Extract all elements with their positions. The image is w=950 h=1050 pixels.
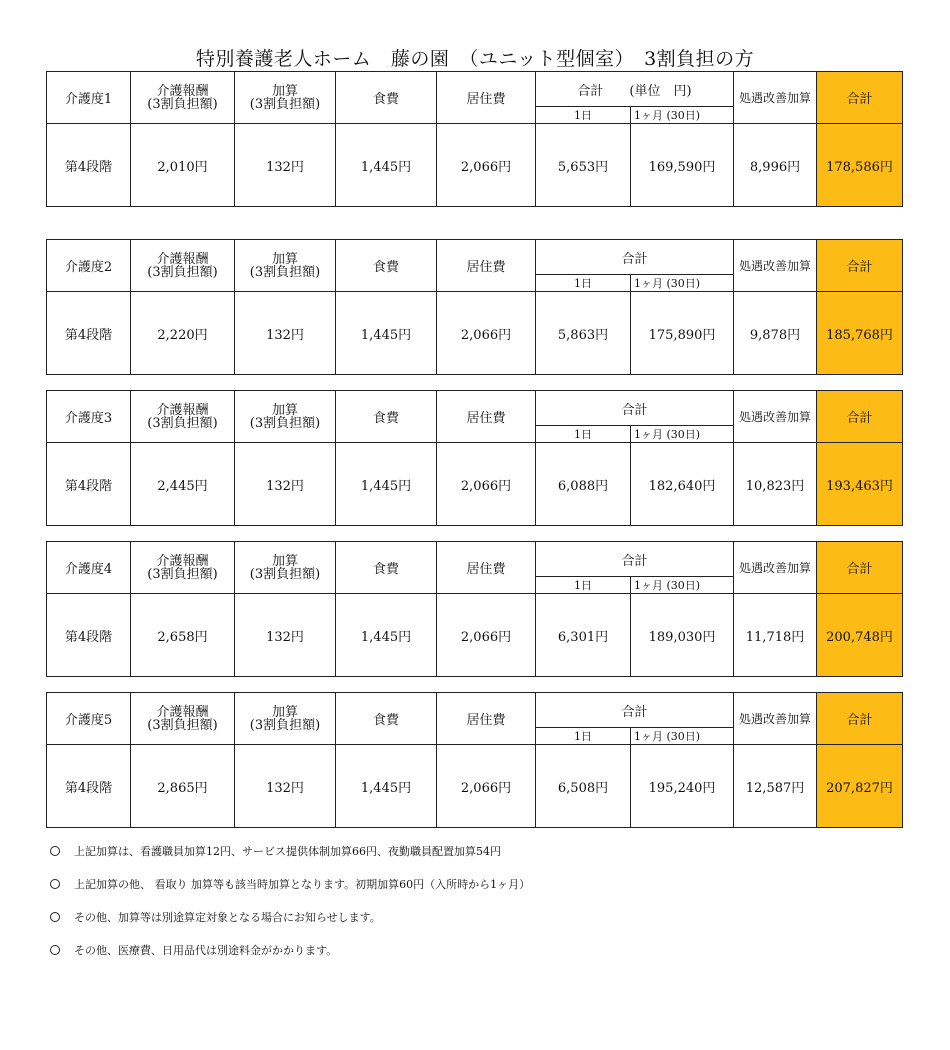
day-subheader: 1日 — [536, 577, 631, 594]
addition-header: 加算 (3割負担額) — [235, 391, 336, 443]
care-fee-header: 介護報酬 (3割負担額) — [131, 693, 235, 745]
sum-header: 合計 — [536, 391, 734, 426]
sum-header: 合計 — [536, 542, 734, 577]
addition-cell: 132円 — [235, 443, 336, 526]
care-level-label: 介護度4 — [47, 542, 131, 594]
care-level-label: 介護度1 — [47, 72, 131, 124]
housing-header: 居住費 — [437, 693, 536, 745]
month-total-cell: 189,030円 — [631, 594, 734, 677]
day-subheader: 1日 — [536, 728, 631, 745]
treatment-cell: 9,878円 — [734, 292, 817, 375]
circle-bullet-icon — [50, 945, 60, 955]
total-header: 合計 — [817, 240, 903, 292]
treatment-cell: 10,823円 — [734, 443, 817, 526]
care-fee-header: 介護報酬 (3割負担額) — [131, 240, 235, 292]
housing-cell: 2,066円 — [437, 292, 536, 375]
month-subheader: 1ヶ月 (30日) — [631, 275, 734, 292]
day-total-cell: 6,508円 — [536, 745, 631, 828]
care-level-label: 介護度2 — [47, 240, 131, 292]
stage-cell: 第4段階 — [47, 745, 131, 828]
total-header: 合計 — [817, 693, 903, 745]
month-subheader: 1ヶ月 (30日) — [631, 728, 734, 745]
housing-cell: 2,066円 — [437, 745, 536, 828]
treatment-header: 処遇改善加算 — [734, 391, 817, 443]
month-total-cell: 169,590円 — [631, 124, 734, 207]
month-subheader: 1ヶ月 (30日) — [631, 426, 734, 443]
note-item — [48, 910, 530, 943]
housing-header: 居住費 — [437, 542, 536, 594]
day-total-cell: 6,088円 — [536, 443, 631, 526]
housing-header: 居住費 — [437, 391, 536, 443]
day-total-cell: 6,301円 — [536, 594, 631, 677]
food-header: 食費 — [336, 542, 437, 594]
stage-cell: 第4段階 — [47, 292, 131, 375]
addition-cell: 132円 — [235, 745, 336, 828]
care-fee-cell: 2,658円 — [131, 594, 235, 677]
treatment-header: 処遇改善加算 — [734, 72, 817, 124]
care-fee-cell: 2,010円 — [131, 124, 235, 207]
housing-header: 居住費 — [437, 72, 536, 124]
addition-header: 加算 (3割負担額) — [235, 72, 336, 124]
treatment-cell: 11,718円 — [734, 594, 817, 677]
care-fee-header: 介護報酬 (3割負担額) — [131, 72, 235, 124]
addition-cell: 132円 — [235, 292, 336, 375]
food-cell: 1,445円 — [336, 745, 437, 828]
day-subheader: 1日 — [536, 275, 631, 292]
circle-bullet-icon — [50, 846, 60, 856]
day-total-cell: 5,653円 — [536, 124, 631, 207]
housing-cell: 2,066円 — [437, 124, 536, 207]
total-header: 合計 — [817, 391, 903, 443]
grand-total-cell: 200,748円 — [817, 594, 903, 677]
note-text: 上記加算の他、 看取り 加算等も該当時加算となります。初期加算60円（入所時から1ヶ月） — [74, 878, 531, 891]
circle-bullet-icon — [50, 912, 60, 922]
care-fee-cell: 2,865円 — [131, 745, 235, 828]
grand-total-cell: 185,768円 — [817, 292, 903, 375]
food-cell: 1,445円 — [336, 443, 437, 526]
stage-cell: 第4段階 — [47, 594, 131, 677]
stage-cell: 第4段階 — [47, 124, 131, 207]
food-header: 食費 — [336, 240, 437, 292]
treatment-header: 処遇改善加算 — [734, 542, 817, 594]
care-fee-header: 介護報酬 (3割負担額) — [131, 391, 235, 443]
fee-table-level-5 — [46, 692, 903, 828]
fee-table-level-2 — [46, 239, 903, 375]
sum-header: 合計 (単位 円) — [536, 72, 734, 107]
addition-cell: 132円 — [235, 124, 336, 207]
food-header: 食費 — [336, 693, 437, 745]
care-fee-header: 介護報酬 (3割負担額) — [131, 542, 235, 594]
grand-total-cell: 178,586円 — [817, 124, 903, 207]
note-item — [48, 877, 530, 910]
notes-list — [48, 844, 530, 976]
day-total-cell: 5,863円 — [536, 292, 631, 375]
total-header: 合計 — [817, 72, 903, 124]
addition-header: 加算 (3割負担額) — [235, 240, 336, 292]
month-total-cell: 175,890円 — [631, 292, 734, 375]
fee-table-level-1 — [46, 71, 903, 207]
sum-header: 合計 — [536, 693, 734, 728]
stage-cell: 第4段階 — [47, 443, 131, 526]
food-header: 食費 — [336, 72, 437, 124]
month-subheader: 1ヶ月 (30日) — [631, 107, 734, 124]
page-title: 特別養護老人ホーム 藤の園 （ユニット型個室） 3割負担の方 — [195, 48, 755, 70]
grand-total-cell: 193,463円 — [817, 443, 903, 526]
month-subheader: 1ヶ月 (30日) — [631, 577, 734, 594]
housing-header: 居住費 — [437, 240, 536, 292]
day-subheader: 1日 — [536, 107, 631, 124]
grand-total-cell: 207,827円 — [817, 745, 903, 828]
month-total-cell: 195,240円 — [631, 745, 734, 828]
fee-table-level-4 — [46, 541, 903, 677]
note-text: その他、加算等は別途算定対象となる場合にお知らせします。 — [74, 911, 381, 924]
addition-header: 加算 (3割負担額) — [235, 542, 336, 594]
note-item — [48, 844, 530, 877]
care-level-label: 介護度5 — [47, 693, 131, 745]
note-item — [48, 943, 530, 976]
housing-cell: 2,066円 — [437, 443, 536, 526]
care-fee-cell: 2,220円 — [131, 292, 235, 375]
fee-table-level-3 — [46, 390, 903, 526]
addition-header: 加算 (3割負担額) — [235, 693, 336, 745]
food-cell: 1,445円 — [336, 124, 437, 207]
total-header: 合計 — [817, 542, 903, 594]
note-text: 上記加算は、看護職員加算12円、サービス提供体制加算66円、夜勤職員配置加算54円 — [74, 845, 501, 858]
circle-bullet-icon — [50, 879, 60, 889]
day-subheader: 1日 — [536, 426, 631, 443]
food-header: 食費 — [336, 391, 437, 443]
treatment-cell: 12,587円 — [734, 745, 817, 828]
month-total-cell: 182,640円 — [631, 443, 734, 526]
care-fee-cell: 2,445円 — [131, 443, 235, 526]
note-text: その他、医療費、日用品代は別途料金がかかります。 — [74, 944, 338, 957]
treatment-cell: 8,996円 — [734, 124, 817, 207]
housing-cell: 2,066円 — [437, 594, 536, 677]
addition-cell: 132円 — [235, 594, 336, 677]
treatment-header: 処遇改善加算 — [734, 240, 817, 292]
food-cell: 1,445円 — [336, 594, 437, 677]
treatment-header: 処遇改善加算 — [734, 693, 817, 745]
sum-header: 合計 — [536, 240, 734, 275]
food-cell: 1,445円 — [336, 292, 437, 375]
care-level-label: 介護度3 — [47, 391, 131, 443]
